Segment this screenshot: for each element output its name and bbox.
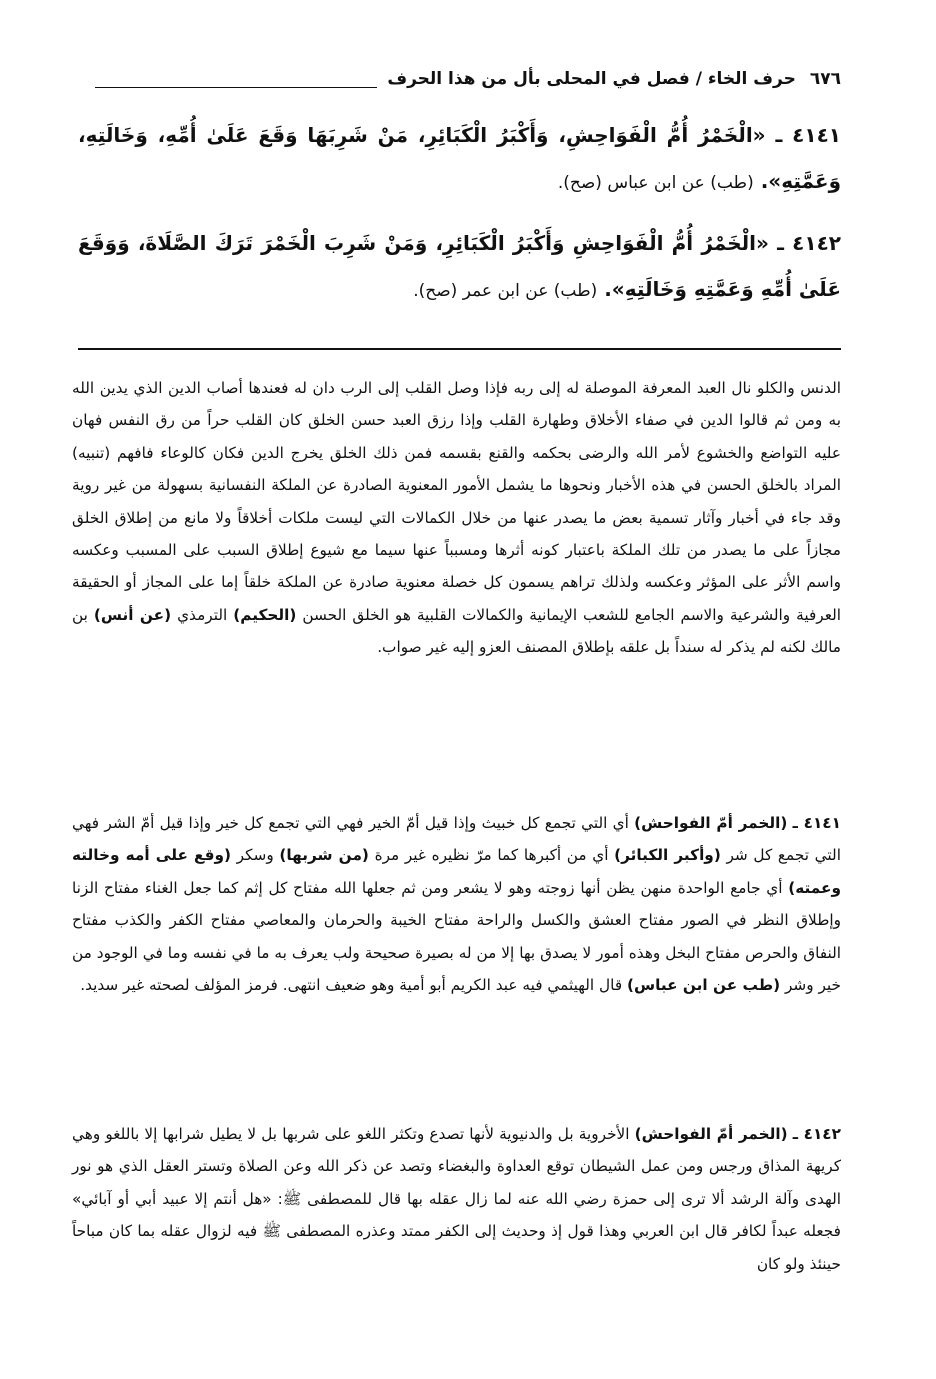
commentary-text: أي التي تجمع كل خبيث وإذا قيل أمّ الخير فهي التي تجمع كل خير وإذا قيل أمّ الشر فهي التي تجمع كل شر [72, 814, 841, 865]
hadith-4142 [78, 220, 841, 314]
commentary-number: ٤١٤١ ـ [792, 814, 841, 832]
quoted-phrase: (وأكبر الكبائر) [614, 846, 721, 865]
commentary-text: وسكر [236, 846, 274, 865]
reference-marker: (الحكيم) [233, 605, 297, 624]
commentary-text: الترمذي [177, 605, 228, 624]
commentary-4141 [72, 807, 841, 1001]
commentary-text: أي جامع الواحدة منهن يظن أنها زوجته وهو لا يشعر ومن ثم جعلها الله مفتاح كل إثم كما جعل الغناء مفتاح الزنا وإطلاق النظر في الصور مفتاح العشق والكسل والراحة مفتاح الخيبة والحرمان والمعاصي مفتاح الكفر والكذب مفتاح النفاق والحرص مفتاح البخل وهذه أمور لا يصدق بها إلا من له بصيرة صحيحة ولب يعرف به ما في نفسه وما في الوجود من خير وشر [72, 878, 841, 995]
hadith-4141 [78, 112, 841, 206]
commentary-text: الدنس والكلو نال العبد المعرفة الموصلة له إلى ربه فإذا وصل القلب إلى الرب دان له فعندها أصاب الدين الذي يدين الله به ومن ثم قالوا الدين في صفاء الأخلاق وطهارة القلب وإذا رزق العبد حسن الخلق كان القلب حراً من رق النفس فهان عليه التواضع والخشوع لأمر الله والرضى بحكمه والقنع بقسمه فمن ذلك الخلق يخرج الدين فكان كالوعاء فافهم (تنبيه) المراد بالخلق الحسن في هذه الأخبار ونحوها ما يشمل الأمور المعنوية الصادرة عن الملكة النفسانية بسهولة من غير روية وقد جاء في أخبار وآثار تسمية بعض ما يصدر عنها من خلال الكمالات التي ليست ملكات أخلاقاً ولا مانع من إطلاق الخلق مجازاً على ما يصدر من تلك الملكة باعتبار كونه أثرها ومسبباً عنها سيما مع شيوع إطلاق السبب على المسبب وعكسه واسم الأثر على المؤثر وعكسه ولذلك تراهم يسمون كل خصلة معنوية صادرة عن الملكة خلقاً إما على المجاز أو الحقيقة العرفية والشرعية والاسم الجامع للشعب الإيمانية والكمالات القلبية هو الخلق الحسن [72, 379, 841, 624]
hadith-source: (طب) عن ابن عباس (صح). [557, 173, 754, 193]
running-title: حرف الخاء / فصل في المحلى بأل من هذا الحرف [387, 69, 796, 89]
header-rule [95, 87, 377, 88]
hadith-text: ٤١٤٢ ـ «الْخَمْرُ أُمُّ الْفَوَاحِشِ وَأَكْبَرُ الْكَبَائِرِ، وَمَنْ شَرِبَ الْخَمْرَ تَرَكَ الصَّلَاةَ، وَوَقَعَ عَلَىٰ أُمِّهِ وَعَمَّتِهِ وَخَالَتِهِ». [78, 231, 841, 301]
quoted-phrase: (الخمر أمّ الفواحش) [634, 814, 788, 832]
quoted-phrase: (وقع على أمه وخالته وعمته) [72, 846, 841, 897]
footnote-separator [78, 348, 841, 350]
hadith-text: ٤١٤١ ـ «الْخَمْرُ أُمُّ الْفَوَاحِشِ، وَأَكْبَرُ الْكَبَائِرِ، مَنْ شَرِبَهَا وَقَعَ عَلَىٰ أُمِّهِ، وَخَالَتِهِ، وَعَمَّتِهِ». [78, 123, 841, 193]
commentary-4142 [72, 1118, 841, 1280]
page-header [85, 62, 841, 96]
commentary-paragraph-continued [72, 372, 841, 664]
commentary-text: قال الهيثمي فيه عبد الكريم أبو أمية وهو ضعيف انتهى. فرمز المؤلف لصحته غير سديد. [80, 976, 623, 995]
quoted-phrase: (من شربها) [279, 846, 369, 865]
commentary-text: أي من أكبرها كما مرّ نظيره غير مرة [374, 846, 609, 865]
commentary-text: بن مالك لكنه لم يذكر له سنداً بل علقه بإطلاق المصنف العزو إليه غير صواب. [72, 605, 841, 657]
quoted-phrase: (الخمر أمّ الفواحش) [634, 1125, 788, 1143]
quoted-phrase: (طب عن ابن عباس) [627, 976, 781, 995]
commentary-number: ٤١٤٢ ـ [792, 1125, 841, 1143]
hadith-source: (طب) عن ابن عمر (صح). [413, 281, 598, 301]
reference-marker: (عن أنس) [93, 605, 172, 624]
commentary-text: الأخروية بل والدنيوية لأنها تصدع وتكثر اللغو على شربها بل لا يطيل شرابها إلا باللغو وهي كريهة المذاق ورجس ومن عمل الشيطان توقع العداوة والبغضاء وتصد عن ذكر الله وعن الصلاة وتستر العقل الذي هو نور الهدى وآلة الرشد ألا ترى إلى حمزة رضي الله عنه لما زال عقله بها قال للمصطفى ﷺ: «هل أنتم إلا عبيد أبي أو آبائي» فجعله عبداً لكافر قال ابن العربي وهذا قول إذ وحديث إلى الكفر ممتد وعذره المصطفى ﷺ فيه لزوال عقله بما كان مباحاً حينئذ ولو كان [72, 1125, 841, 1273]
page-number: ٦٧٦ [809, 69, 841, 89]
